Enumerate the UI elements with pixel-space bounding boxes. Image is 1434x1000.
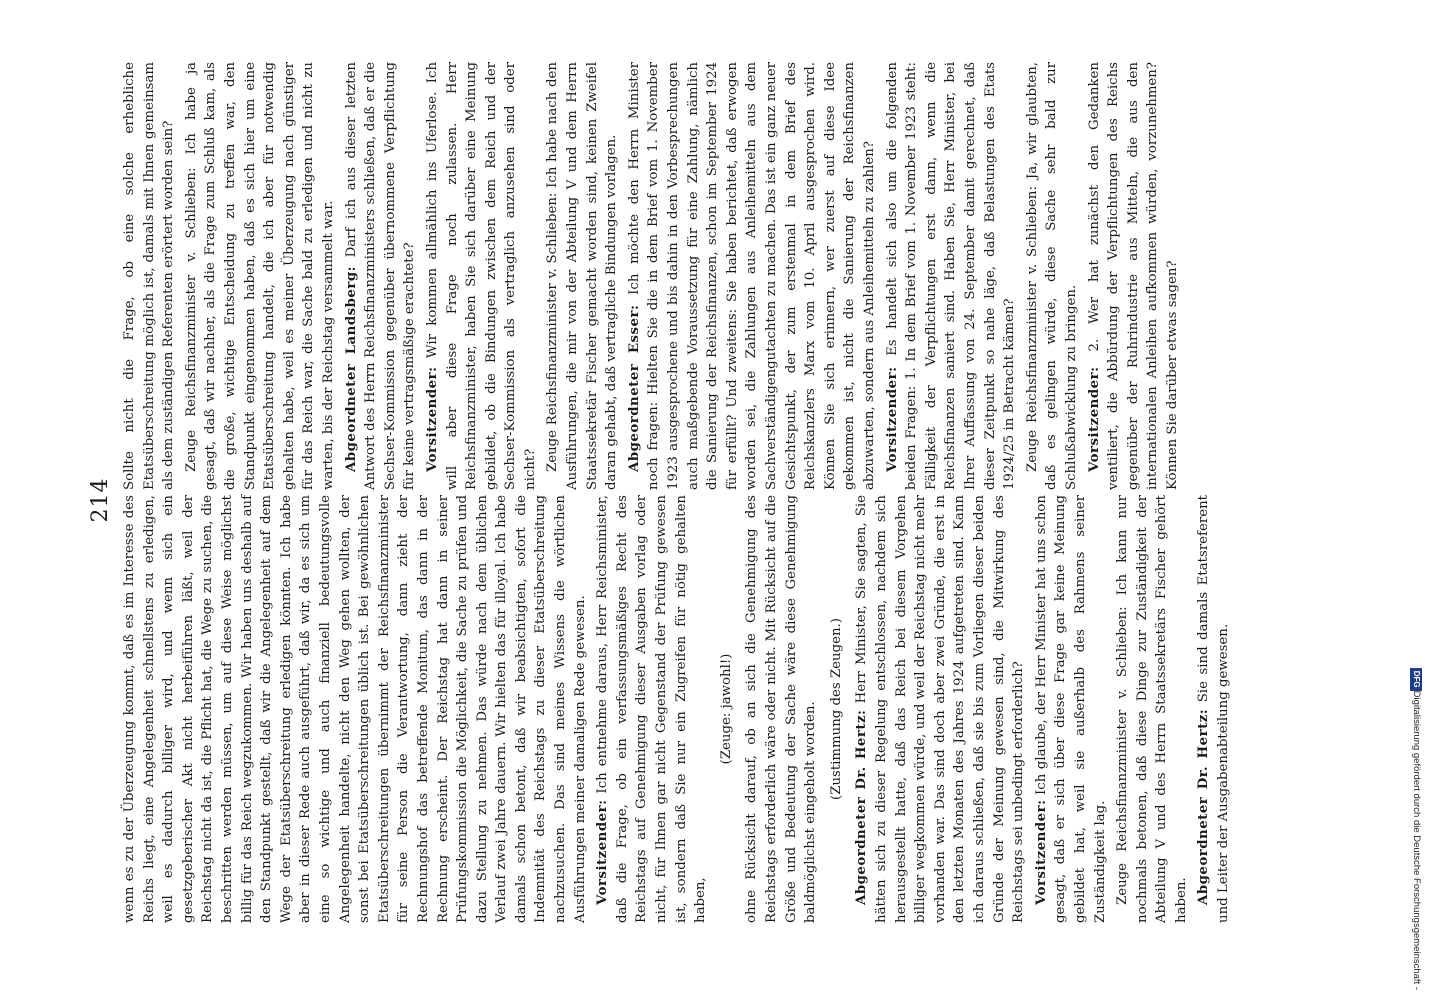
speaker-label: Vorsitzender: (424, 366, 440, 472)
paragraph (182, 62, 339, 490)
paragraph-text: Es handelt sich also um die folgenden beiden Fragen: 1. In dem Brief vom 1. November 1923 steht: Fälligkeit der Verpflichtungen erst dann, wenn die Reichsfinanzen saniert sind. Haben Sie, Herr Minister, bei Ihrer Auffassung von 24. September damit gerechnet, daß dieser Zeitpunkt so nahe läge, daß Belastungen des Etats 1924/25 in Betracht kämen? (884, 62, 1018, 490)
paragraph-text: ohne Rücksicht darauf, ob an sich die Genehmigung des Reichstags erforderlich wäre oder nicht. Mit Rücksicht auf die Größe und Bedeutung der Sache wäre diese Genehmigung baldmöglichst eingeholt worden. (744, 495, 819, 923)
paragraph (423, 62, 541, 490)
speaker-label: Abgeordneter Dr. Hertz: (854, 709, 870, 905)
paragraph-text: Zeuge Reichsfinanzminister v. Schlieben: Ich habe nach den Ausführungen, die mir von der Abteilung V und dem Herrn Staatssekretär Fischer gemacht worden sind, keinen Zweifel daran gehabt, daß vertragliche Bindungen vorlagen. (545, 62, 620, 490)
paragraph (593, 495, 711, 923)
paragraph-text: Sollte nicht die Frage, ob eine solche erhebliche Etatsüberschreitung möglich ist, damals mit Ihnen gemeinsam als dem zuständigen Referenten erörtert worden sein? (122, 62, 177, 490)
text-column-right (120, 62, 1185, 490)
paragraph (1113, 495, 1191, 923)
speaker-label: Vorsitzender: (595, 799, 611, 905)
text-column-left (120, 495, 1237, 923)
paragraph-text: Zeuge Reichsfinanzminister v. Schlieben: Ich habe ja gesagt, daß wir nachher, als die Frage zum Schluß kam, als die große, wichtige Entscheidung zu treffen war, den Standpunkt eingenommen haben, daß es sich hier um eine Etatsüberschreitung handelt, die ich aber für notwendig gehalten habe, weil es meiner Überzeugung nach günstiger für das Reich war, die Sache bald zu erledigen und nicht zu warten, bis der Reichstag versammelt war. (183, 62, 336, 490)
paragraph-text: Wir kommen allmählich ins Uferlose. Ich will aber diese Frage noch zulassen. Herr Reichsfinanzminister, haben Sie sich darüber eine Meinung gebildet, ob die Bindungen zwischen dem Reich und der Sechser-Kommission als vertraglich anzusehen sind oder nicht? (424, 61, 538, 490)
paragraph (852, 495, 1028, 923)
paragraph (1032, 495, 1110, 923)
paragraph-text: Darf ich aus dieser letzten Antwort des Herrn Reichsfinanzministers schließen, daß er die Sechser-Kommission gegenüber übernommene Verpflichtung für keine vertragsmäßige erachtete? (343, 62, 418, 490)
paragraph-text: (Zeuge: jawohl!) (718, 653, 734, 765)
paragraph (120, 495, 590, 923)
paragraph (625, 62, 880, 490)
paragraph-text: Sie sind damals Etatsreferent und Leiter der Ausgabenabteilung gewesen. (1196, 495, 1232, 923)
paragraph-text: Herr Minister, Sie sagten, Sie hätten sich zu dieser Regelung entschlossen, nachdem sich herausgestellt hatte, daß das Reich bei diesem Vorgehen billiger wegkommen würde, und weil der Reichstag nicht mehr vorhanden war. Das sind doch aber zwei Gründe, die erst in den letzten Monaten des Jahres 1924 aufgetreten sind. Kann ich daraus schließen, daß sie bis zum Vorliegen dieser beiden Gründe der Meinung gewesen sind, die Mitwirkung des Reichstags sei unbedingt erforderlich? (854, 495, 1027, 923)
speaker-label: Abgeordneter Esser: (626, 304, 642, 472)
paragraph-text: (Zustimmung des Zeugen.) (828, 618, 844, 800)
speaker-label: Vorsitzender: (884, 366, 900, 472)
paragraph (742, 495, 820, 923)
paragraph-text: 2. Wer hat zunächst den Gedanken ventiliert, die Abbürdung der Verpflichtungen des Reichs gegenüber der Ruhrindustrie aus Mitteln, die aus den internationalen Anleihen aufkommen würden, vorzunehmen? Können Sie darüber etwas sagen? (1086, 62, 1180, 490)
paragraph (342, 62, 420, 490)
dfg-logo: DFG (1410, 668, 1422, 691)
paragraph (120, 62, 179, 490)
paragraph (1085, 62, 1183, 490)
speaker-label: Vorsitzender: (1086, 366, 1102, 472)
paragraph-text: Zeuge Reichsfinanzminister v. Schlieben: Ja, wir glaubten, daß es gelingen würde, diese Sache sehr bald zur Schlußabwicklung zu bringen. (1024, 62, 1079, 490)
speaker-label: Vorsitzender: (1033, 799, 1049, 905)
paragraph (1194, 495, 1233, 923)
paragraph-text: wenn es zu der Überzeugung kommt, daß es im Interesse des Reichs liegt, eine Angelegenheit schnellstens zu erledigen, weil es dadurch billiger wird, und wenn sich ein gesetzgeberischer Akt nicht herbeiführen läßt, weil der Reichstag nicht da ist, die Pflicht hat, die Wege zu suchen, die beschritten werden müssen, um auf diese Weise möglichst billig für das Reich wegzukommen. Wir haben uns deshalb auf den Standpunkt gestellt, daß wir die Angelegenheit auf dem Wege der Etatsüberschreitung erledigen könnten. Ich habe aber in dieser Rede auch ausgeführt, daß wir, da es sich um eine so wichtige und auch finanziell bedeutungsvolle Angelegenheit handelte, nicht den Weg gehen wollten, der sonst bei Etatsüberschreitungen üblich ist. Bei gewöhnlichen Etatsüberschreitungen übernimmt der Reichsfinanzminister für seine Person die Verantwortung, dann zieht der Rechnungshof das betreffende Monitum, das dann in der Rechnung erscheint. Der Reichstag hat dann in seiner Prüfungskommission die Möglichkeit, die Sache zu prüfen und dazu Stellung zu nehmen. Das würde nach dem üblichen Verlauf zwei Jahre dauern. Wir hielten das für illoyal. Ich habe damals schon betont, daß wir beabsichtigten, sofort die Indemnität des Reichstags zu dieser Etatsüberschreitung nachzusuchen. Das sind meines Wissens die wörtlichen Ausführungen meiner damaligen Rede gewesen. (122, 495, 588, 923)
paragraph (883, 62, 1020, 490)
paragraph-text: Zeuge Reichsfinanzminister v. Schlieben: Ich kann nur nochmals betonen, daß diese Dinge zur Zuständigkeit der Abteilung V und des Herrn Staatssekretärs Fischer gehört haben. (1115, 495, 1189, 923)
digitization-credit (1406, 10, 1426, 990)
paragraph-text: Ich glaube, der Herr Minister hat uns schon gesagt, daß er sich über diese Frage gar keine Meinung gebildet hat, weil sie außerhalb des Rahmens seiner Zuständigkeit lag. (1033, 495, 1108, 923)
page-number: 214 (88, 477, 113, 523)
paragraph (1023, 62, 1082, 490)
speaker-label: Abgeordneter Dr. Hertz: (1196, 708, 1212, 905)
credit-text: Digitalisierung gefördert durch die Deutsche Forschungsgemeinschaft - (1411, 690, 1422, 990)
paragraph (717, 495, 737, 923)
paragraph-text: Ich entnehme daraus, Herr Reichsminister, daß die Frage, ob ein verfassungsmäßiges Recht des Reichstags auf Genehmigung dieser Ausgaben vorlag oder nicht, für Ihnen gar nicht Gegenstand der Prüfung gewesen ist, sondern daß Sie nur ein Zugreifen für nötig gehalten haben, (595, 495, 709, 923)
paragraph (543, 62, 621, 490)
paragraph-text: Ich möchte den Herrn Minister noch fragen: Hielten Sie die in dem Brief vom 1. November 1923 ausgesprochene und bis dahin in den Vorbesprechungen auch maßgebende Voraussetzung für eine Zahlung, nämlich die Sanierung der Reichsfinanzen, schon im September 1924 für erfüllt? Und zweitens: Sie haben berichtet, daß erwogen worden sei, die Zahlungen aus Anleihemitteln aus dem Sachverständigengutachten zu machen. Das ist ein ganz neuer Gesichtspunkt, der zum erstenmal in dem Brief des Reichskanzlers Marx vom 10. April ausgesprochen wird. Können Sie sich erinnern, wer zuerst auf diese Idee gekommen ist, nicht die Sanierung der Reichsfinanzen abzuwarten, sondern aus Anleihemitteln zu zahlen? (626, 62, 877, 490)
paragraph (827, 495, 847, 923)
speaker-label: Abgeordneter Landsberg: (343, 265, 359, 472)
